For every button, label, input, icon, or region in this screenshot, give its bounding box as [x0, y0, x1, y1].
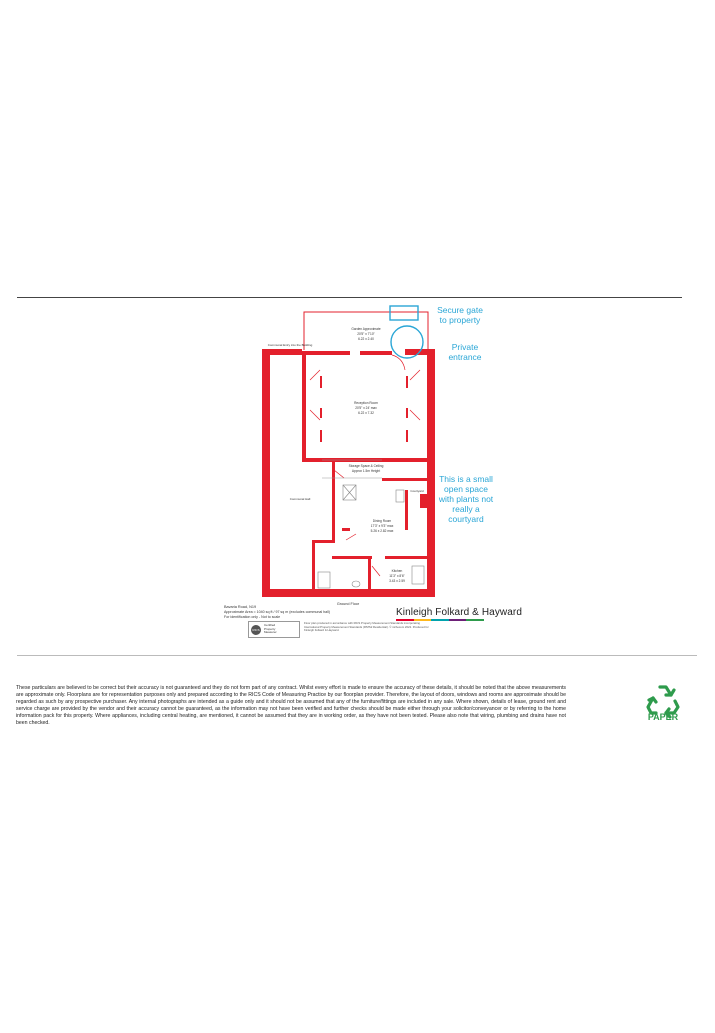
annotation-secure-gate: Secure gate to property [437, 305, 483, 325]
rics-badge [248, 621, 300, 638]
reception-dims: 20'5" x 24' max [355, 406, 377, 410]
brand-name: Kinleigh Folkard & Hayward [396, 607, 522, 618]
reception-metric: 6.22 x 7.32 [358, 411, 374, 415]
brand-bar-segment [431, 619, 449, 621]
garden-outline [304, 312, 428, 350]
brand-bar-segment [396, 619, 414, 621]
dining-label: Dining Room [372, 519, 392, 523]
property-details [224, 605, 330, 620]
annotation-courtyard: This is a small open space with plants not really a courtyard [438, 474, 494, 524]
dining-dims: 17'3" x 9'3" max [370, 524, 394, 528]
annotation-private-entrance: Private entrance [448, 342, 482, 362]
kitchen-label: Kitchen [391, 569, 403, 573]
paper-label: PAPER [647, 712, 679, 722]
brand-color-bar [396, 619, 484, 621]
property-area: Approximate Area = 1040 sq ft / 97 sq m (excludes communal hall) [224, 610, 330, 614]
storage-label: Storage Space & Ceiling [348, 464, 384, 468]
garden-metric: 6.22 x 2.40 [358, 337, 374, 341]
bottom-divider [17, 655, 697, 656]
dining-metric: 5.26 x 2.82 max [370, 529, 394, 533]
property-address: Bavaria Road, N19 [224, 605, 257, 609]
courtyard-label: Courtyard [410, 489, 424, 493]
brand-bar-segment [466, 619, 484, 621]
communal-entry-label: Communal Entry into the Building [267, 343, 313, 347]
garden-label: Garden Approximate [351, 327, 381, 331]
floor-label: Ground Floor [336, 602, 360, 606]
reception-label: Reception Room [354, 401, 378, 405]
exterior-walls [262, 349, 435, 597]
plan-note: Floor plan produced in accordance with RICS Property Measurement Standards incorporating International Property Measurement Standards (IPMS2 Residential). © nichecom 2022. Produced for Kinleigh Folkard & Hayward. [304, 621, 429, 632]
brand-bar-segment [449, 619, 467, 621]
rics-logo: RICS [251, 625, 261, 635]
kitchen-metric: 3.43 x 2.59 [389, 579, 405, 583]
storage-note: Approx 1.5m Height [351, 469, 381, 473]
disclaimer-text: These particulars are believed to be correct but their accuracy is not guaranteed and they do not form part of any contract. Whilst every effort is made to ensure the accuracy of these details, it should be noted that the above measurements are approximate only. Floorplans are for representation purposes only and prepared according to the RICS Code of Measuring Practice by our floorplan provider. Therefore, the layout of doors, windows and rooms are approximate should be regarded as such by any prospective purchaser. Any internal photographs are intended as a guide only and it should not be assumed that any of the furniture/fittings are included in any sale. Where shown, details of lease, ground rent and service charge are provided by the vendor and their accuracy cannot be guaranteed, as the information may not have been verified and further checks should be made either through your solicitor/conveyancer or by referring to the home information pack for this property. Where appliances, including central heating, are mentioned, it cannot be assumed that they are in working order, as they have not been tested. Please also note that wiring, plumbing and drains have not been checked. [16, 685, 566, 727]
kitchen-dims: 11'3" x 8'6" [389, 574, 405, 578]
communal-hall-label: Communal Hall [289, 497, 311, 501]
rics-text: Certified Property Measurer [264, 623, 277, 635]
garden-dims: 20'5" x 7'10" [357, 332, 375, 336]
brand-bar-segment [414, 619, 432, 621]
identification-note: For identification only - Not to scale [224, 615, 281, 619]
